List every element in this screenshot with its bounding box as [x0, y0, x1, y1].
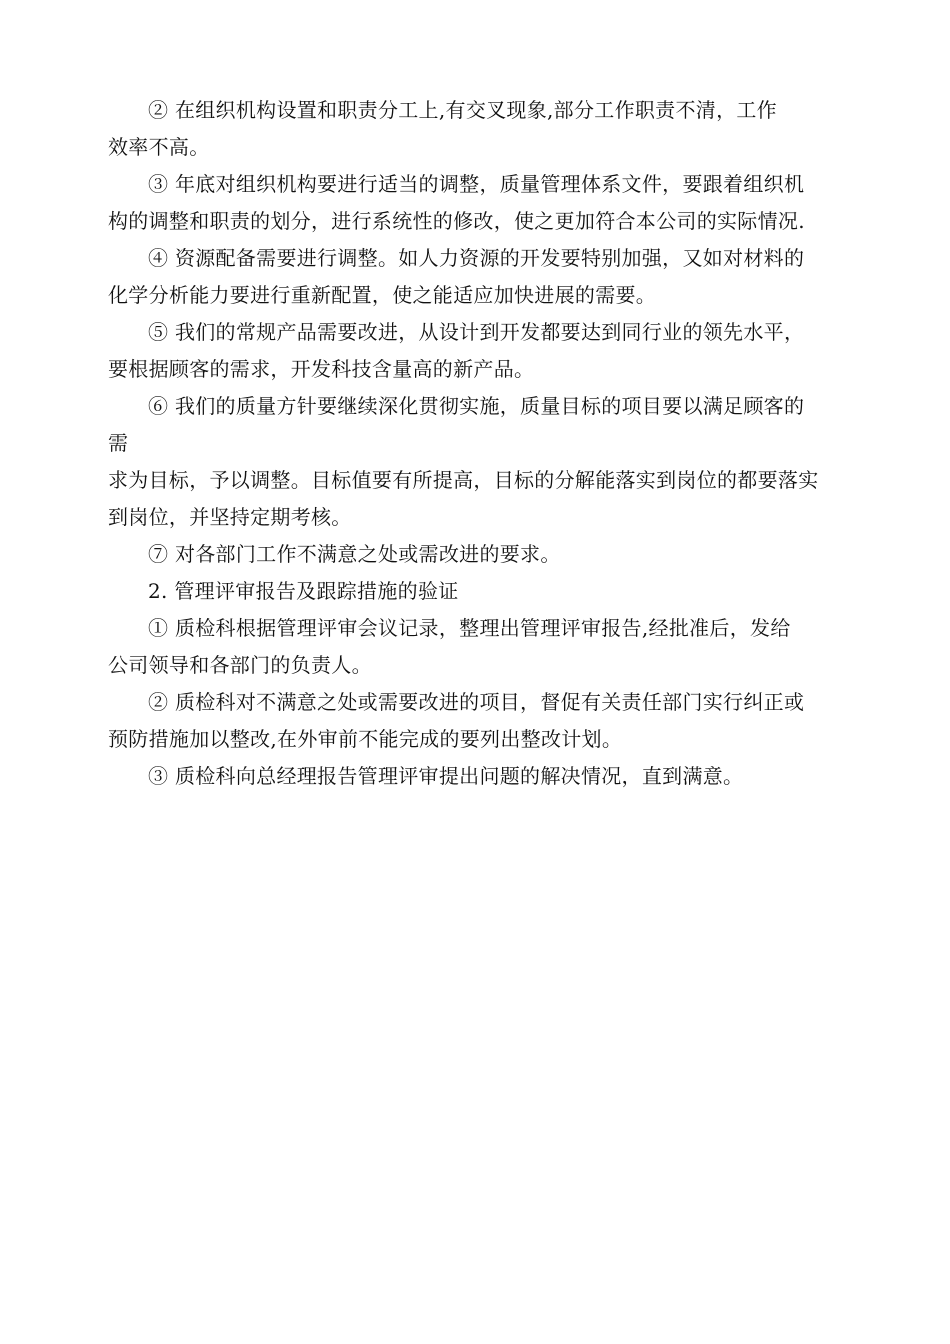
text-line-3: ③ 年底对组织机构要进行适当的调整，质量管理体系文件，要跟着组织机: [148, 172, 805, 196]
text-line-8: 要根据顾客的需求，开发科技含量高的新产品。: [108, 357, 535, 381]
text-line-11: 求为目标，予以调整。目标值要有所提高，目标的分解能落实到岗位的都要落实: [108, 468, 819, 492]
text-line-13: ⑦ 对各部门工作不满意之处或需改进的要求。: [148, 542, 561, 566]
text-line-1: ② 在组织机构设置和职责分工上,有交叉现象,部分工作职责不清，工作: [148, 98, 777, 122]
text-line-6: 化学分析能力要进行重新配置，使之能适应加快进展的需要。: [108, 283, 657, 307]
text-line-17: ② 质检科对不满意之处或需要改进的项目，督促有关责任部门实行纠正或: [148, 690, 805, 714]
text-line-4: 构的调整和职责的划分，进行系统性的修改，使之更加符合本公司的实际情况.: [108, 209, 805, 233]
text-line-12: 到岗位，并坚持定期考核。: [108, 505, 352, 529]
text-line-5: ④ 资源配备需要进行调整。如人力资源的开发要特别加强，又如对材料的: [148, 246, 805, 270]
section-heading: 2. 管理评审报告及跟踪措施的验证: [148, 579, 459, 603]
text-line-7: ⑤ 我们的常规产品需要改进，从设计到开发都要达到同行业的领先水平，: [148, 320, 805, 344]
text-line-19: ③ 质检科向总经理报告管理评审提出问题的解决情况，直到满意。: [148, 764, 744, 788]
text-line-15: ① 质检科根据管理评审会议记录，整理出管理评审报告,经批准后，发给: [148, 616, 791, 640]
text-line-2: 效率不高。: [108, 135, 210, 159]
text-line-9: ⑥ 我们的质量方针要继续深化贯彻实施，质量目标的项目要以满足顾客的: [148, 394, 805, 418]
document-body: [108, 92, 898, 795]
text-line-18: 预防措施加以整改,在外审前不能完成的要列出整改计划。: [108, 727, 623, 751]
text-line-16: 公司领导和各部门的负责人。: [108, 653, 372, 677]
text-line-10: 需: [108, 431, 129, 455]
